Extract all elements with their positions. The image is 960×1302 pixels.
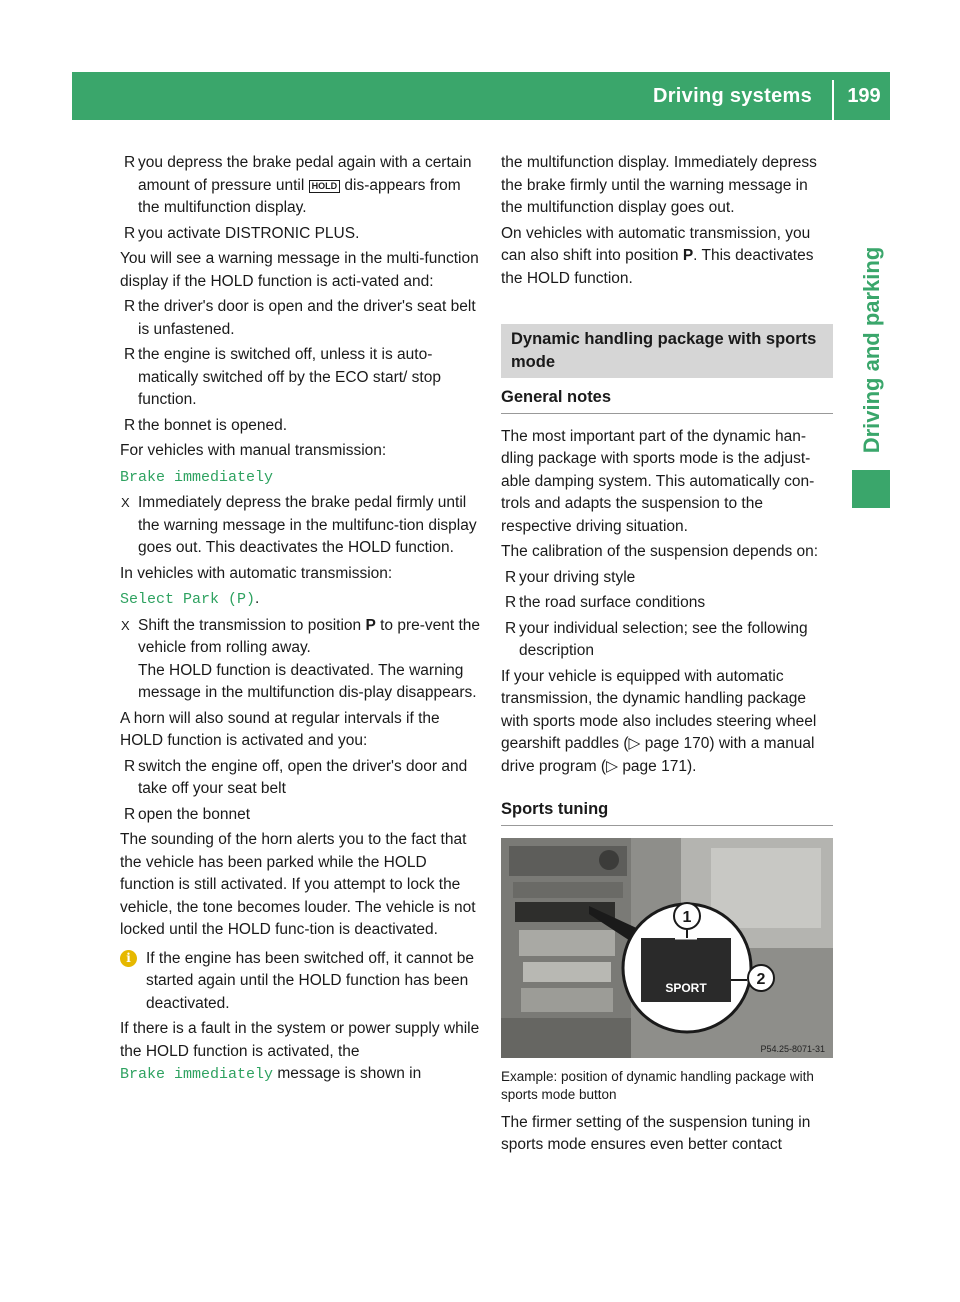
display-message: Brake immediately xyxy=(120,468,274,486)
paragraph: On vehicles with automatic transmission, you can also shift into position P. This deactivates the HOLD function. xyxy=(501,224,814,287)
figure-code: P54.25-8071-31 xyxy=(760,1043,825,1054)
paragraph: the multifunction display. Immediately depress the brake firmly until the warning message in the multifunction display goes out. xyxy=(501,154,817,216)
display-message: Brake immediately xyxy=(120,1066,274,1083)
subsection-heading: Sports tuning xyxy=(501,798,833,826)
bullet-mark: R xyxy=(505,619,517,637)
sport-button-figure xyxy=(501,838,833,1058)
list-item: R you activate DISTRONIC PLUS. xyxy=(120,223,482,246)
bullet-mark: R xyxy=(124,757,136,775)
page-number: 199 xyxy=(847,85,881,107)
callout-1: 1 xyxy=(682,908,692,926)
list-item: R switch the engine off, open the driver's door and take off your seat belt xyxy=(124,757,468,797)
arrow-mark: X xyxy=(121,495,130,510)
list-item: R your driving style xyxy=(501,567,833,590)
side-tab xyxy=(852,230,892,470)
arrow-mark: X xyxy=(121,617,130,633)
instruction-step: X Shift the transmission to position P to pre-vent the vehicle from rolling away. The HOLD function is deactivated. The warning message in the multifunction dis-play disappears. xyxy=(121,616,481,701)
instruction-step: X Immediately depress the brake pedal firmly until the warning message in the multifunc-tion display goes out. This deactivates the HOLD function. xyxy=(121,494,477,556)
paragraph: A horn will also sound at regular intervals if the HOLD function is activated and you: xyxy=(120,709,440,749)
paragraph: The most important part of the dynamic han-dling package with sports mode is the adjust-able damping system. This automatically con-trols and adapts the suspension to the respective driving situation. xyxy=(501,427,815,535)
list-item: R the bonnet is opened. xyxy=(120,415,482,438)
paragraph: If your vehicle is equipped with automatic transmission, the dynamic handling package with sports mode also includes steering wheel gearshift paddles (▷ page 170) with a manual drive program (▷ page 171). xyxy=(501,667,817,775)
bullet-mark: R xyxy=(124,298,136,315)
paragraph: In vehicles with automatic transmission: xyxy=(120,564,393,582)
bullet-mark: R xyxy=(505,568,517,586)
bullet-mark: R xyxy=(124,224,136,242)
list-item: R the road surface conditions xyxy=(501,592,833,615)
info-note: i If the engine has been switched off, it cannot be started again until the HOLD function has been deactivated. xyxy=(120,948,482,1016)
step-result: The HOLD function is deactivated. The warning message in the multifunction dis-play disappears. xyxy=(138,661,477,701)
console-illustration xyxy=(501,838,833,1058)
bullet-mark: R xyxy=(505,594,517,611)
bullet-mark: R xyxy=(124,346,136,363)
side-tab-marker xyxy=(852,470,890,508)
display-message: Select Park (P) xyxy=(120,591,256,608)
callout-2: 2 xyxy=(756,970,766,988)
side-tab-label: Driving and parking xyxy=(859,246,884,454)
paragraph: You will see a warning message in the multi-function display if the HOLD function is acti-vated and: xyxy=(120,250,479,290)
info-icon: i xyxy=(120,950,137,967)
left-column: R you depress the brake pedal again with a certain amount of pressure until HOLD dis-appears from the multifunction display. R you activate DISTRONIC PLUS. You will see a warning message in the multi-function display if the HOLD function is acti-vated and: R the driver's door is open and the driver's seat belt is unfastened. R the engine is switched off, unless it is auto-matically switched off by the ECO start/ stop function. R the bonnet is opened. For vehicles with manual transmission: Brake immediately X Immediately depress the brake pedal firmly until the warning message in the multifunc-tion display goes out. This deactivates the HOLD function. In vehicles with automatic transmission: Select Park (P). X Shift the transmission to position P to pre-vent the vehicle from rolling away. The HOLD function is deactivated. The warning message in the multifunction dis-play disappears. A horn will also sound at regular intervals if the HOLD function is activated and you: R switch the engine off, open the driver's door and take off your seat belt R open the bonnet The sounding of the horn alerts you to the fact that the vehicle has been parked while the HOLD function is still activated. If you attempt to lock the vehicle, the tone becomes louder. The vehicle is not locked until the HOLD func-tion is deactivated. i If the engine has been switched off, it cannot be started again until the HOLD function has been deactivated. If there is a fault in the system or power supply while the HOLD function is activated, the Brake immediately message is shown in xyxy=(120,152,482,1090)
paragraph: For vehicles with manual transmission: xyxy=(120,442,387,459)
bullet-mark: R xyxy=(124,805,136,823)
list-item: R the engine is switched off, unless it is auto-matically switched off by the ECO start/ stop function. xyxy=(124,346,441,408)
paragraph: The firmer setting of the suspension tuning in sports mode ensures even better contact xyxy=(501,1113,811,1153)
paragraph: If there is a fault in the system or power supply while the HOLD function is activated, the Brake immediately message is shown in xyxy=(120,1020,480,1083)
bullet-mark: R xyxy=(124,416,136,434)
header-divider xyxy=(832,80,834,120)
bullet-mark: R xyxy=(124,154,136,171)
header-bar xyxy=(72,72,890,120)
paragraph: The calibration of the suspension depends on: xyxy=(501,543,819,560)
list-item: R open the bonnet xyxy=(120,804,482,827)
sport-button-label: SPORT xyxy=(665,980,707,995)
paragraph: The sounding of the horn alerts you to the fact that the vehicle has been parked while the HOLD function is still activated. If you attempt to lock the vehicle, the tone becomes louder. The vehicle is not locked until the HOLD func-tion is deactivated. xyxy=(120,831,476,938)
right-column xyxy=(501,152,833,1160)
list-item: R the driver's door is open and the driver's seat belt is unfastened. xyxy=(124,298,476,338)
hold-icon: HOLD xyxy=(309,180,341,193)
subsection-heading: General notes xyxy=(501,386,833,414)
figure-caption: Example: position of dynamic handling package with sports mode button xyxy=(501,1068,814,1102)
list-item: R you depress the brake pedal again with a certain amount of pressure until HOLD dis-appears from the multifunction display. xyxy=(124,154,472,216)
section-heading: Dynamic handling package with sports mode xyxy=(501,324,833,378)
list-item: R your individual selection; see the following description xyxy=(505,619,808,659)
chapter-title: Driving systems xyxy=(652,85,812,107)
